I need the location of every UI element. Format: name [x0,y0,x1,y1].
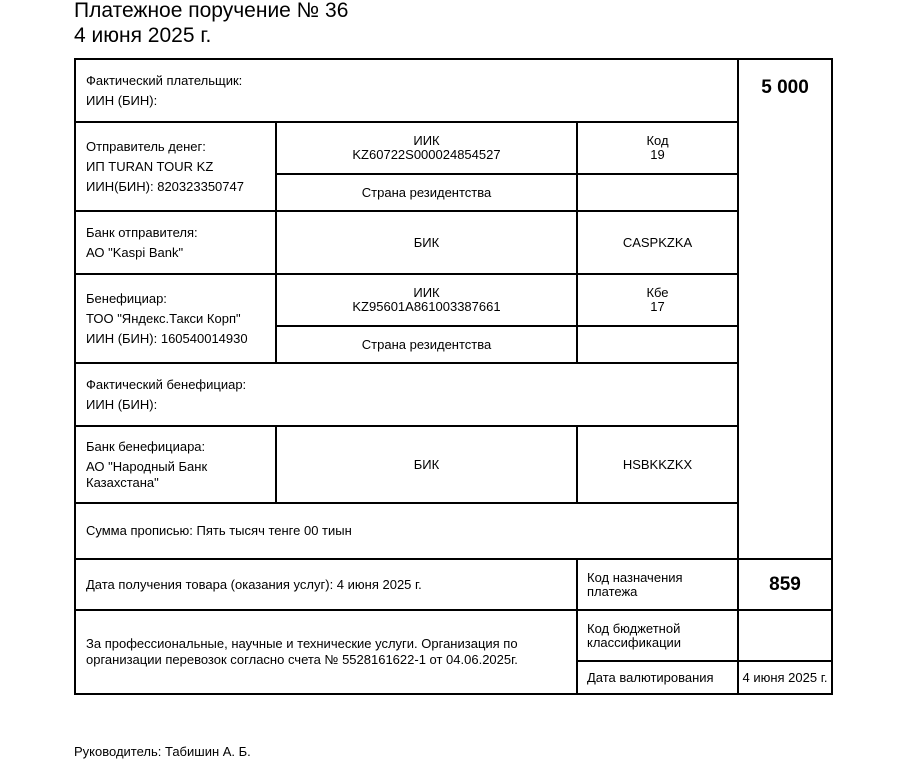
kbe-label: Кбе [646,285,669,300]
actual-beneficiary-label: Фактический бенефициар: [86,376,247,392]
signature-line: Руководитель: Табишин А. Б. [74,744,251,759]
sender-name: ИП TURAN TOUR KZ [86,158,214,174]
beneficiary-bank-cell [75,426,276,503]
sender-bik-label-cell [276,211,577,274]
sender-bik-value-cell [577,211,738,274]
beneficiary-cell [75,274,276,363]
actual-beneficiary-iin-label: ИИН (БИН): [86,396,158,412]
delivery-date-cell [75,559,577,610]
sender-iik-label: ИИК [413,133,440,148]
actual-payer-label: Фактический плательщик: [86,72,243,88]
sender-residence-label: Страна резидентства [361,184,492,200]
sender-iik-value: KZ60722S000024854527 [352,147,501,162]
beneficiary-bik-label: БИК [413,456,440,472]
purpose-code-label-line1: Код назначения [587,569,683,585]
actual-beneficiary-cell [75,363,738,426]
purpose-line2: организации перевозок согласно счета № 5528161622-1 от 04.06.2025г. [86,652,518,667]
sender-code-value: 19 [650,147,665,162]
beneficiary-bank-name-line1: АО "Народный Банк [86,458,208,474]
beneficiary-name: ТОО "Яндекс.Такси Корп" [86,310,241,326]
sender-residence-cell [276,174,577,211]
document-title: Платежное поручение № 36 [74,0,349,22]
purpose-line1: За профессиональные, научные и технические услуги. Организация по [86,636,518,651]
beneficiary-label: Бенефициар: [86,290,167,306]
purpose-code-label-cell [577,559,738,610]
budget-code-label-line1: Код бюджетной [587,620,681,636]
budget-code-value-cell [738,610,832,661]
beneficiary-residence-cell [276,326,577,363]
sender-iin: ИИН(БИН): 820323350747 [86,178,244,194]
sender-iik-cell [276,122,577,174]
purpose-code-label-line2: платежа [587,583,638,599]
value-date-label-cell [577,661,738,694]
beneficiary-bik-value: HSBKKZKX [622,456,693,472]
amount-value: 5 000 [761,77,809,98]
sender-residence-value [577,174,738,211]
document-date: 4 июня 2025 г. [74,24,212,47]
budget-code-label-line2: классификации [587,634,682,650]
purpose-code-value: 859 [769,573,801,595]
beneficiary-bank-label: Банк бенефициара: [86,438,206,454]
payment-order-table [74,58,833,695]
budget-code-label-cell [577,610,738,661]
beneficiary-bik-label-cell [276,426,577,503]
sender-bik-value: CASPKZKA [622,234,693,250]
beneficiary-iik-label: ИИК [413,285,440,300]
sender-code-cell [577,122,738,174]
actual-payer-cell [75,59,738,122]
sender-bank-cell [75,211,276,274]
value-date-label: Дата валютирования [587,669,714,685]
delivery-date: Дата получения товара (оказания услуг): 4 июня 2025 г. [86,576,422,592]
kbe-value: 17 [650,299,665,314]
beneficiary-iik-cell [276,274,577,326]
amount-cell [738,59,832,559]
sender-code-label: Код [646,133,669,148]
kbe-cell [577,274,738,326]
beneficiary-residence-label: Страна резидентства [361,336,492,352]
beneficiary-iin: ИИН (БИН): 160540014930 [86,330,248,346]
sender-bank-label: Банк отправителя: [86,224,198,240]
actual-payer-iin-label: ИИН (БИН): [86,92,158,108]
value-date: 4 июня 2025 г. [742,669,828,685]
sender-bank-name: АО "Kaspi Bank" [86,244,184,260]
sender-label: Отправитель денег: [86,138,206,154]
beneficiary-iik-value: KZ95601A861003387661 [352,299,501,314]
sender-bik-label: БИК [413,234,440,250]
amount-words-cell [75,503,738,559]
beneficiary-bank-name-line2: Казахстана" [86,474,159,490]
beneficiary-bik-value-cell [577,426,738,503]
beneficiary-residence-value [577,326,738,363]
amount-words: Сумма прописью: Пять тысяч тенге 00 тиын [86,523,352,538]
value-date-cell [738,661,832,694]
sender-cell [75,122,276,211]
purpose-cell [75,610,577,694]
purpose-code-cell [738,559,832,610]
